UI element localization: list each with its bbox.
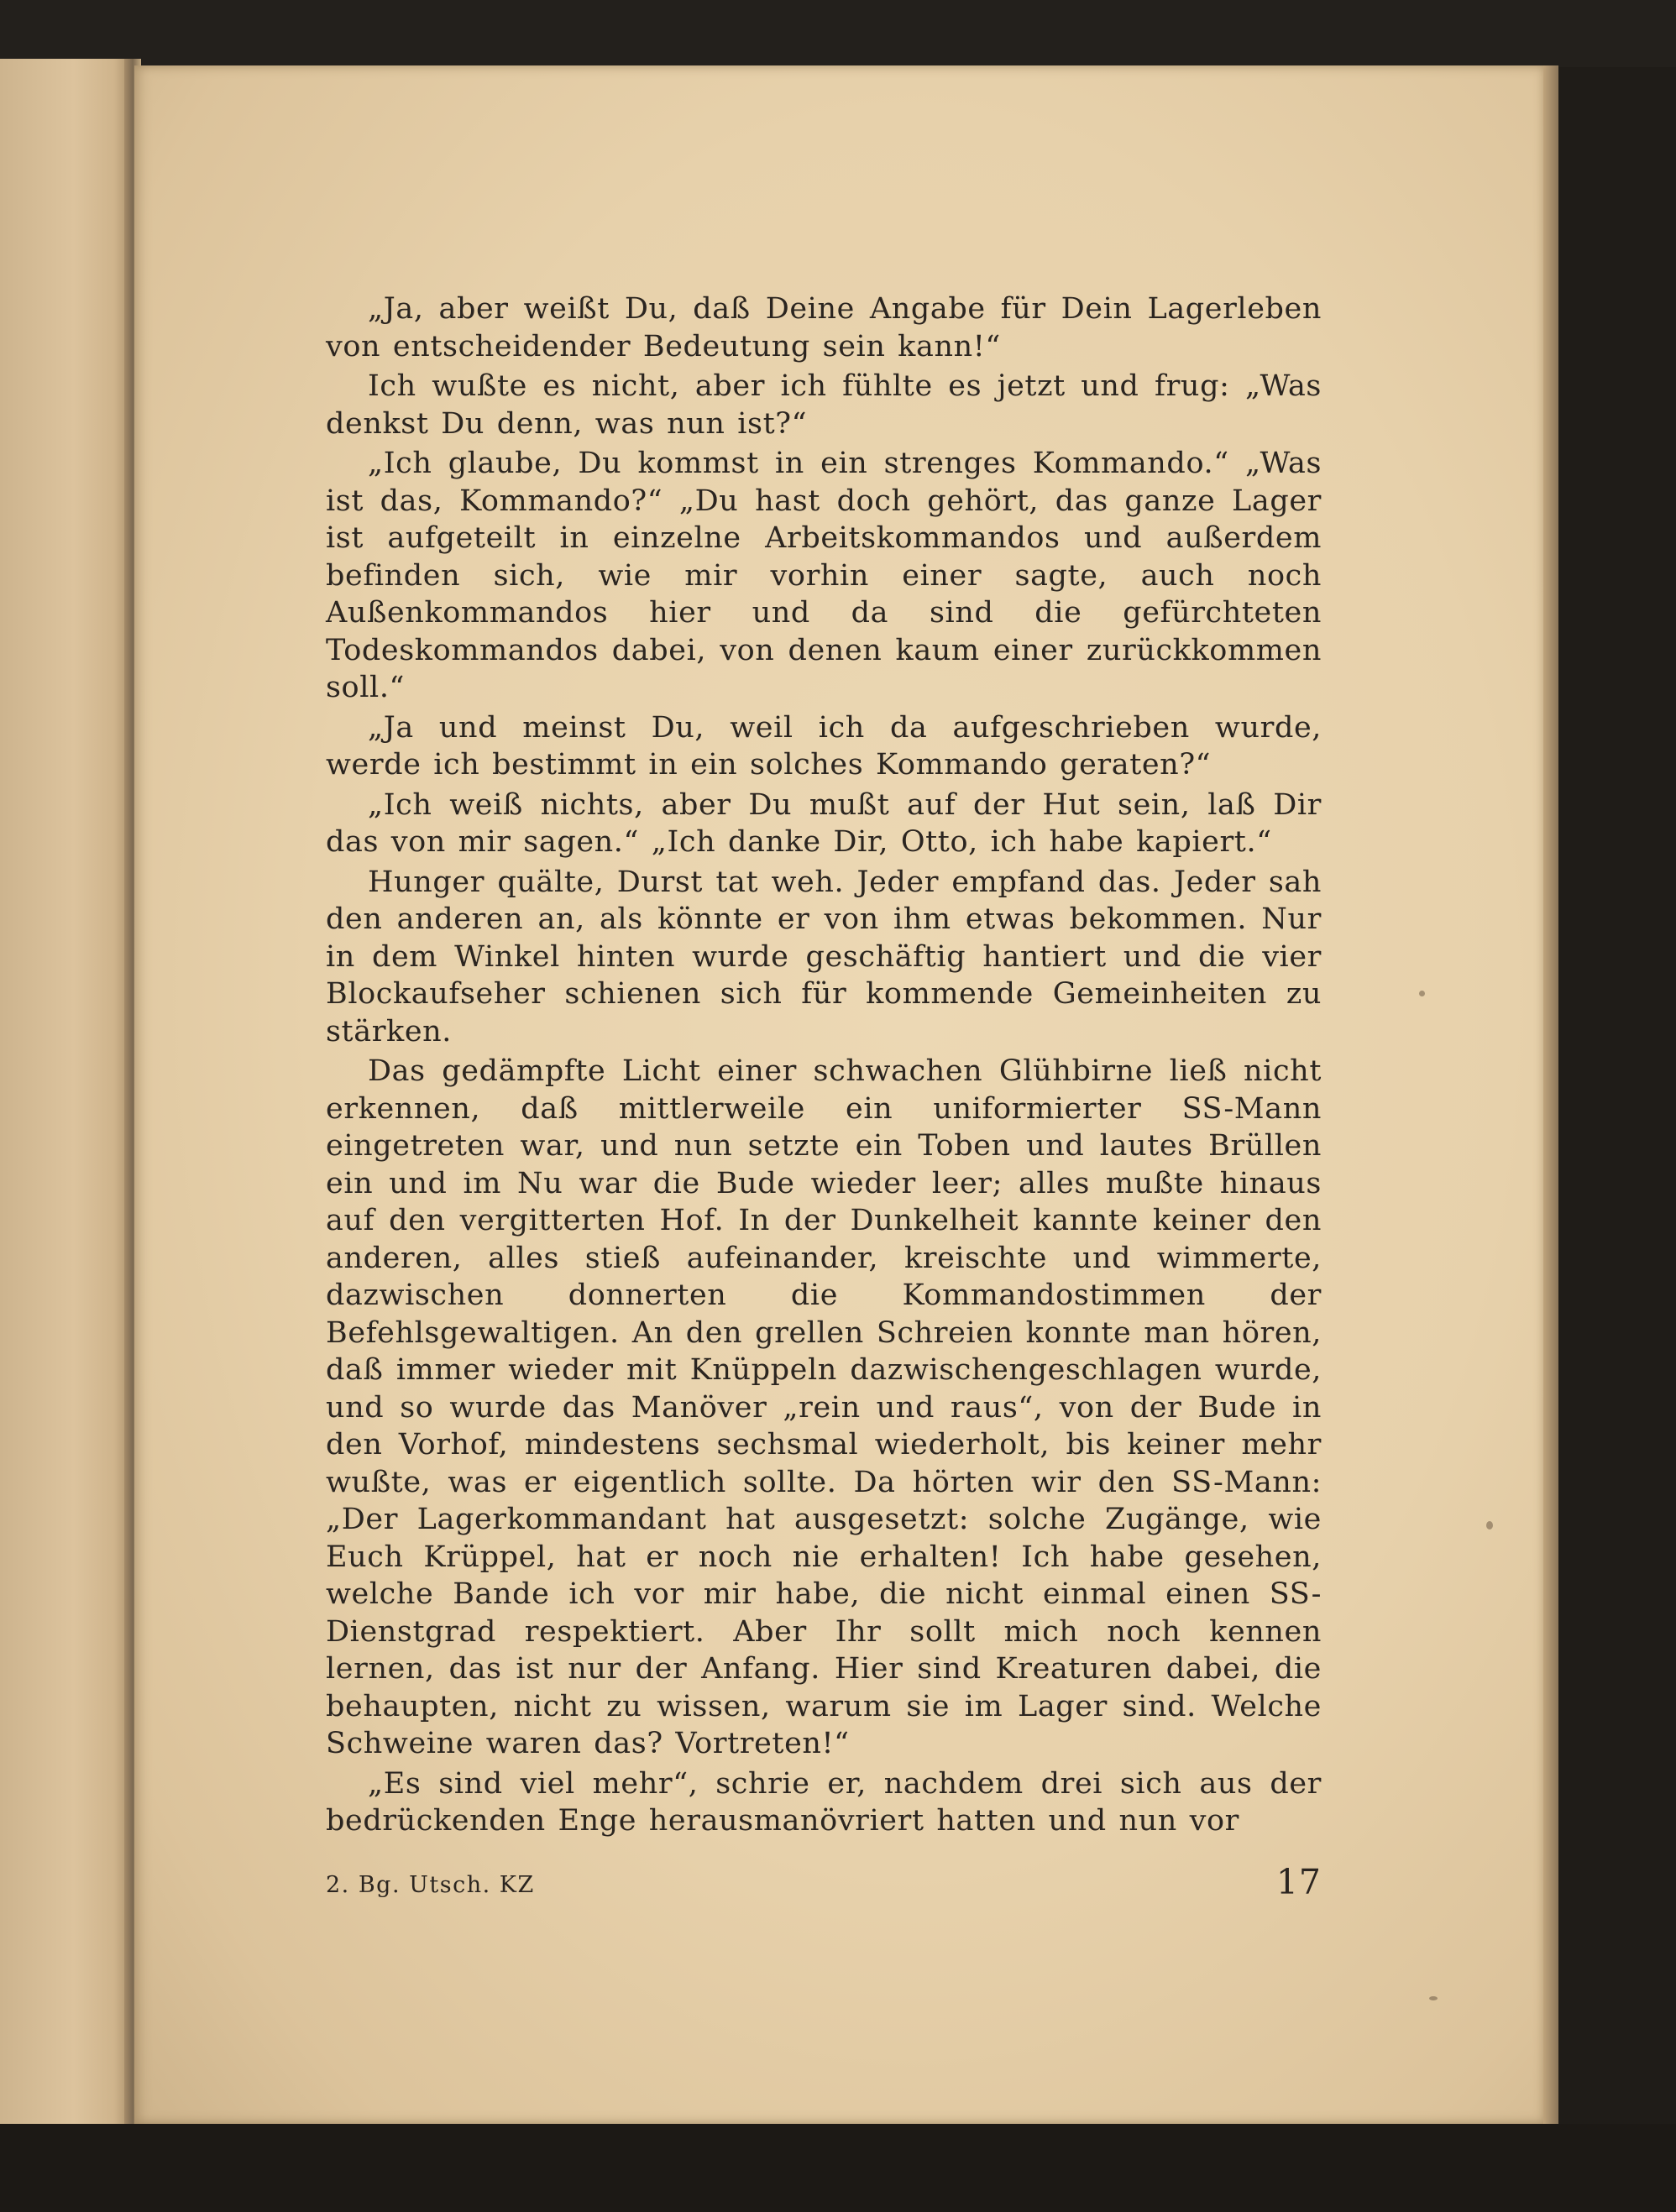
scan-background-top [0,0,1676,67]
paragraph: Das gedämpfte Licht einer schwachen Glühbirne ließ nicht erkennen, daß mittlerweile ein uniformierter SS-Mann eingetreten war, und nun setzte ein Toben und lautes Brüllen ein und im Nu war die Bude wieder leer; alles mußte hinaus auf den vergitterten Hof. In der Dunkelheit kannte keiner den anderen, alles stieß aufeinander, kreischte und wimmerte, dazwischen donnerten die Kommandostimmen der Befehlsgewaltigen. An den grellen Schreien konnte man hören, daß immer wieder mit Knüppeln dazwischengeschlagen wurde, und so wurde das Manöver „rein und raus“, von der Bude in den Vorhof, mindestens sechsmal wiederholt, bis keiner mehr wußte, was er eigentlich sollte. Da hörten wir den SS-Mann: „Der Lagerkommandant hat ausgesetzt: solche Zugänge, wie Euch Krüppel, hat er noch nie erhalten! Ich habe gesehen, welche Bande ich vor mir habe, die nicht einmal einen SS-Dienstgrad respektiert. Aber Ihr sollt mich noch kennen lernen, das ist nur der Anfang. Hier sind Kreaturen dabei, die behaupten, nicht zu wissen, warum sie im Lager sind. Welche Schweine waren das? Vortreten!“ [326,1054,1322,1760]
body-text [326,290,1322,1843]
paragraph: Hunger quälte, Durst tat weh. Jeder empfand das. Jeder sah den anderen an, als könnte er von ihm etwas bekommen. Nur in dem Winkel hinten wurde geschäftig hantiert und die vier Blockaufseher schienen sich für kommende Gemeinheiten zu stärken. [326,865,1322,1048]
paragraph: „Ja, aber weißt Du, daß Deine Angabe für Dein Lagerleben von entscheidender Bedeutung sein kann!“ [326,292,1322,363]
page-number: 17 [1275,1862,1322,1902]
paragraph: „Ja und meinst Du, weil ich da aufgeschrieben wurde, werde ich bestimmt in ein solches Kommando geraten?“ [326,710,1322,782]
signature-mark: 2. Bg. Utsch. KZ [326,1872,535,1898]
paragraph: „Ich weiß nichts, aber Du mußt auf der Hut sein, laß Dir das von mir sagen.“ „Ich danke Dir, Otto, ich habe kapiert.“ [326,787,1322,859]
page-edge-shadow [1543,65,1558,2124]
paper-speck [1419,991,1425,996]
page-footer [326,1862,1322,1909]
left-page-edge [0,59,134,2132]
paragraph: „Es sind viel mehr“, schrie er, nachdem drei sich aus der bedrückenden Enge herausmanövriert hatten und nun vor [326,1766,1322,1838]
paper-speck [1429,1996,1438,2000]
paragraph: Ich wußte es nicht, aber ich fühlte es jetzt und frug: „Was denkst Du denn, was nun ist?“ [326,369,1322,441]
paragraph: „Ich glaube, Du kommst in ein strenges Kommando.“ „Was ist das, Kommando?“ „Du hast doch gehört, das ganze Lager ist aufgeteilt in einzelne Arbeitskommandos und außerdem befinden sich, wie mir vorhin einer sagte, auch noch Außenkommandos hier und da sind die gefürchteten Todeskommandos dabei, von denen kaum einer zurückkommen soll.“ [326,447,1322,704]
paper-speck [1486,1521,1493,1530]
scan-background-bottom [0,2124,1676,2212]
